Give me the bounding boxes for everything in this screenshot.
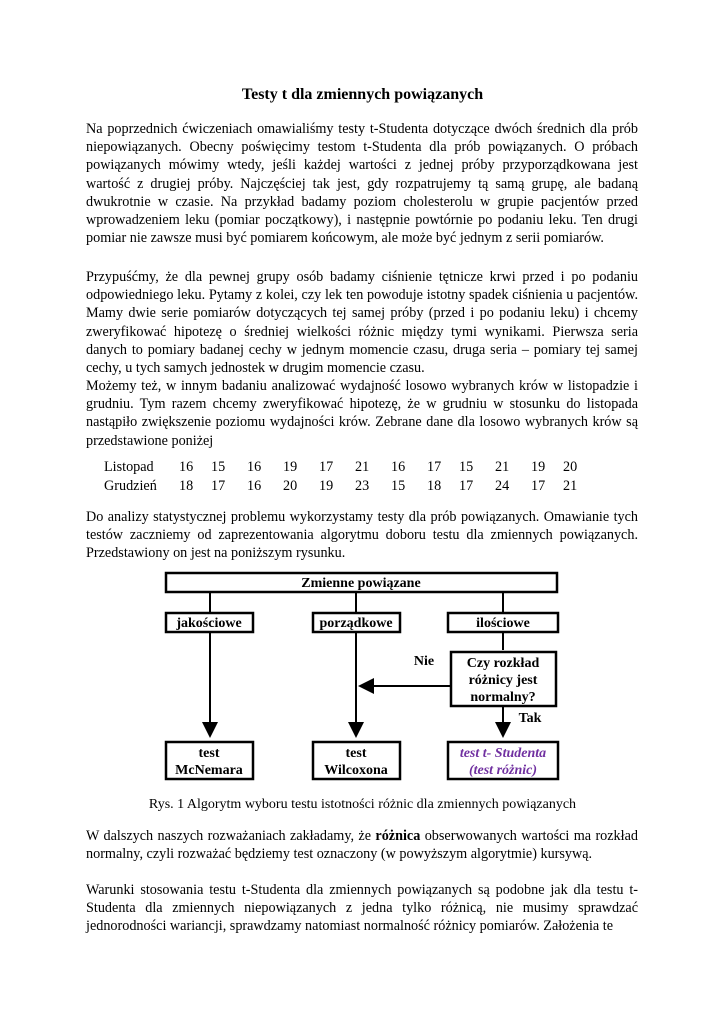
assumption-text-after: obserwowanych wartości ma rozkład normalny, czyli rozważać będziemy test oznaczony (w powyższym algorytmie) kursywą.: [86, 828, 638, 863]
paragraph-conditions: Warunki stosowania testu t-Studenta dla zmiennych powiązanych są podobne jak dla testu t-Studenta dla zmiennych niepowiązanych z jedna tylko różnicą, nie musimy sprawdzać jednorodności wariancji, sprawdzamy natomiast normalność różnicy pomiarów. Założenia te: [86, 882, 638, 935]
top-box-label: Zmienne powiązane: [301, 576, 421, 591]
table-cell: 16: [247, 459, 262, 475]
question-line-1: Czy rozkład: [466, 656, 540, 671]
table-cell: 15: [391, 478, 406, 494]
table-cell: 15: [211, 459, 226, 475]
paragraph-algorithm: Do analizy statystycznej problemu wykorzystamy testy dla prób powiązanych. Omawianie tych testów zaczniemy od zaprezentowania algorytmu doboru testu dla zmiennych powiązanych. Przedstawiony on jest na poniższym rysunku.: [86, 509, 638, 562]
table-cell: 17: [427, 459, 442, 475]
paragraph-assumption: [86, 827, 638, 863]
table-cell: 18: [179, 478, 194, 494]
page-title: Testy t dla zmiennych powiązanych: [241, 86, 484, 103]
assumption-bold-term: różnica: [375, 828, 421, 844]
table-cell: 20: [563, 459, 578, 475]
table-cell: 16: [391, 459, 406, 475]
question-line-3: normalny?: [470, 690, 536, 705]
paragraph-cows: Możemy też, w innym badaniu analizować wydajność losowo wybranych krów w listopadzie i grudniu. Tym razem chcemy zweryfikować hipotezę, że w grudniu w stosunku do listopada nastąpiło zwiększenie poziomu wydajności krów. Zebrane dane dla losowo wybranych krów są przedstawione poniżej: [86, 378, 638, 449]
table-cell: 15: [459, 459, 474, 475]
table-cell: 19: [283, 459, 298, 475]
ordinal-label: porządkowe: [319, 616, 393, 631]
table-cell: 19: [319, 478, 334, 494]
table-cell: 19: [531, 459, 546, 475]
table-cell: 16: [247, 478, 262, 494]
table-cell: 18: [427, 478, 442, 494]
paragraph-intro: Na poprzednich ćwiczeniach omawialiśmy testy t-Studenta dotyczące dwóch średnich dla prób niepowiązanych. Obecny poświęcimy testom t-Studenta dla prób powiązanych. O próbach powiązanych mówimy wtedy, jeśli każdej wartości z jednej próby przyporządkowana jest wartość z drugiej próby. Najczęściej tak jest, gdy rozpatrujemy tą samą grupę, ale badaną dwukrotnie w czasie. Na przykład badamy poziom cholesterolu w grupie pacjentów przed wprowadzeniem leku (pomiar początkowy), i następnie powtórnie po podaniu leku. Ten drugi pomiar nie zawsze musi być pomiarem końcowym, ale może być jednym z serii pomiarów.: [86, 121, 638, 247]
table-cell: 21: [495, 459, 510, 475]
mcnemara-line-2: McNemara: [175, 763, 243, 778]
t-student-line-2: (test różnic): [468, 763, 538, 778]
mcnemara-line-1: test: [198, 746, 220, 761]
assumption-text-before: W dalszych naszych rozważaniach zakładamy, że: [86, 828, 376, 844]
table-cell: 20: [283, 478, 298, 494]
paragraph-blood-pressure: Przypuśćmy, że dla pewnej grupy osób badamy ciśnienie tętnicze krwi przed i po podaniu odpowiedniego leku. Pytamy z kolei, czy lek ten powoduje istotny spadek ciśnienia u pacjentów. Mamy dwie serie pomiarów dotyczących tej samej próby (przed i po podaniu leku) i chcemy zweryfikować hipotezę o średniej wielkości różnic między tymi wynikami. Pierwsza seria danych to pomiary badanej cechy w jednym momencie czasu, druga seria – pomiary tej samej cechy, u tych samych jednostek w drugim momencie czasu.: [86, 269, 638, 377]
no-label: Nie: [413, 654, 435, 669]
figure-caption: Rys. 1 Algorytm wyboru testu istotności różnic dla zmiennych powiązanych: [148, 797, 577, 812]
table-cell: 16: [179, 459, 194, 475]
yes-label: Tak: [518, 711, 542, 726]
table-cell: 17: [319, 459, 334, 475]
row-label: Listopad: [104, 459, 154, 475]
table-cell: 21: [563, 478, 578, 494]
table-cell: 23: [355, 478, 370, 494]
row-label: Grudzień: [104, 478, 157, 494]
table-cell: 24: [495, 478, 510, 494]
table-cell: 21: [355, 459, 370, 475]
wilcoxon-line-1: test: [345, 746, 367, 761]
qualitative-label: jakościowe: [176, 616, 242, 631]
wilcoxon-line-2: Wilcoxona: [324, 763, 388, 778]
t-student-line-1: test t- Studenta: [459, 746, 547, 761]
table-cell: 17: [459, 478, 474, 494]
table-cell: 17: [531, 478, 546, 494]
quantitative-label: ilościowe: [476, 616, 530, 631]
table-cell: 17: [211, 478, 226, 494]
question-line-2: różnicy jest: [468, 673, 538, 688]
